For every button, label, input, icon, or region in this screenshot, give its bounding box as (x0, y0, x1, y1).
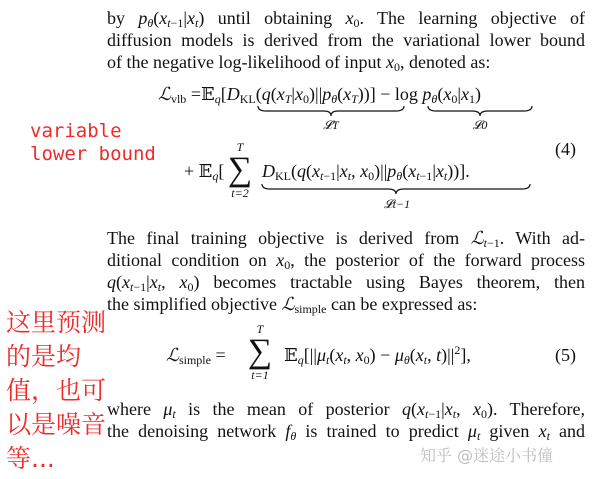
paragraph2-line3: $q(x_{t-1}|x_t$, $x_0$) becomes tractable using Bayes theorem, then (107, 272, 586, 294)
paragraph2-line1: The final training objective is derived from ℒ$_{t-1}$. With ad- (107, 228, 586, 250)
eq4-term-t-label: 𝓛t−1 (383, 197, 411, 211)
eq4-number: (4) (555, 139, 576, 159)
paragraph3-line1: where $\mu_t$ is the mean of posterior $q(x_{t-1}|x_t$, $x_0$). Therefore, (107, 399, 586, 421)
eq4-term-0-brace (426, 104, 534, 118)
vlb-annotation: variable lower bound (30, 120, 156, 165)
eq4-term-T-brace (256, 104, 406, 118)
eq4-term-t-brace (260, 182, 532, 196)
paragraph1-line1: by $p_\theta(x_{t-1}|x_t)$ until obtaining $x_0$. The learning objective of (107, 8, 586, 30)
eq5-body: $𝔼_q[||\mu_t(x_t$, $x_0) - \mu_\theta(x_t$, $t)||^2$], (284, 343, 471, 367)
paragraph3-line2: the denoising network $f_\theta$ is trained to predict $\mu_t$ given $x_t$ and (107, 421, 586, 443)
eq4-term-T-label: 𝓛T (323, 118, 339, 132)
eq4-line2-prefix: + 𝔼$_q$[ (184, 161, 225, 183)
watermark: 知乎 @迷途小书僮 (420, 446, 554, 465)
eq5-sum: T ∑ t=1 (247, 322, 273, 382)
paragraph1-line2: diffusion models is derived from the variational lower bound (107, 30, 585, 50)
paragraph2-line4: the simplified objective ℒ$_{simple}$ can be expressed as: (107, 294, 478, 316)
eq4-sum: T ∑ t=2 (227, 140, 253, 200)
eq5-lhs: ℒ$_{simple}$ = (166, 345, 226, 367)
eq4-line2-body: $D_{KL}(q(x_{t-1}|x_t$, $x_0)||p_\theta(x_{t-1}|x_t)$)]. (262, 161, 470, 183)
paragraph2-line2: ditional condition on $x_0$, the posterior of the forward process (107, 250, 585, 272)
eq4-line1: ℒ$_{vlb}$ $=𝔼_q[D_{KL}(q(x_T|x_0)||p_\theta(x_T))] - \log p_\theta(x_0|x_1)$ (158, 84, 481, 106)
chinese-annotation: 这里预测 的是均 值，也可 以是噪音 等... (6, 308, 107, 473)
eq5-number: (5) (555, 345, 576, 365)
paragraph1-line3: of the negative log-likelihood of input $x_0$, denoted as: (107, 52, 491, 74)
eq4-term-0-label: 𝓛0 (472, 118, 488, 132)
